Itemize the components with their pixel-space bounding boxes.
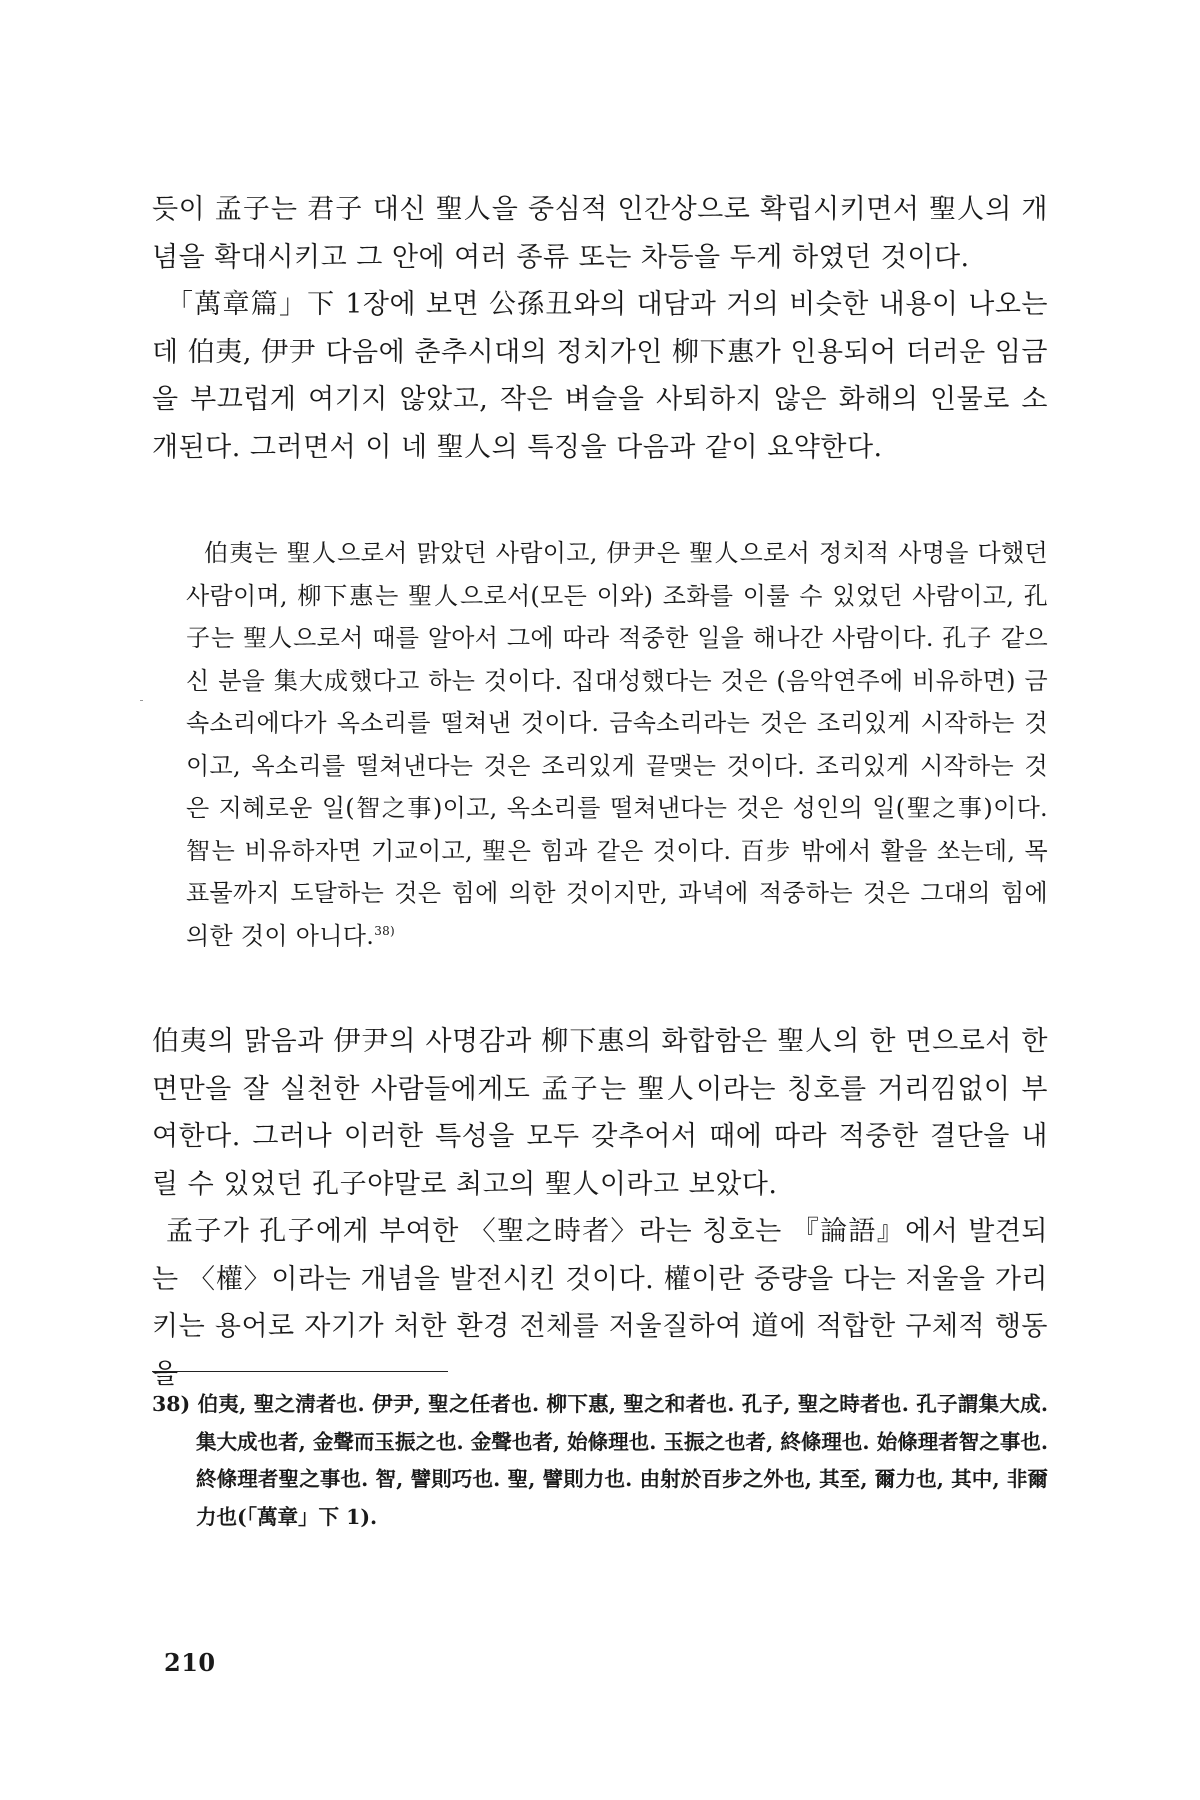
paragraph: 孟子가 孔子에게 부여한 〈聖之時者〉라는 칭호는 『論語』에서 발견되는 〈權〉이라는 개념을 발전시킨 것이다. 權이란 중량을 다는 저울을 가리키는 용어로 자기가 처한 환경 전체를 저울질하여 道에 적합한 구체적 행동을 — [152, 1216, 1048, 1390]
footnote: 38) 伯夷, 聖之淸者也. 伊尹, 聖之任者也. 柳下惠, 聖之和者也. 孔子, 聖之時者也. 孔子謂集大成. 集大成也者, 金聲而玉振之也. 金聲也者, 始條理也. 玉振之也者, 終條理也. 始條理者智之事也. 終條理者聖之事也. 智, 譬則巧也. 聖, 譬則力也. 由射於百步之外也, 其至, 爾力也, 其中, 非爾力也(「萬章」下 1). — [152, 1392, 1048, 1529]
body-text-top — [152, 186, 1048, 471]
scan-speck — [140, 700, 143, 701]
body-text-bottom — [152, 1018, 1048, 1398]
footnote-reference: 38) — [374, 923, 396, 938]
block-quote — [186, 532, 1048, 957]
paragraph: 伯夷의 맑음과 伊尹의 사명감과 柳下惠의 화합함은 聖人의 한 면으로서 한 면만을 잘 실천한 사람들에게도 孟子는 聖人이라는 칭호를 거리낌없이 부여한다. 그러나 이러한 특성을 모두 갖추어서 때에 따라 적중한 결단을 내릴 수 있었던 孔子야말로 최고의 聖人이라고 보았다. — [152, 1026, 1048, 1200]
quote-text: 伯夷는 聖人으로서 맑았던 사람이고, 伊尹은 聖人으로서 정치적 사명을 다했던 사람이며, 柳下惠는 聖人으로서(모든 이와) 조화를 이룰 수 있었던 사람이고, 孔子는 聖人으로서 때를 알아서 그에 따라 적중한 일을 해나간 사람이다. 孔子 같으신 분을 集大成했다고 하는 것이다. 집대성했다는 것은 (음악연주에 비유하면) 금속소리에다가 옥소리를 떨쳐낸 것이다. 금속소리라는 것은 조리있게 시작하는 것이고, 옥소리를 떨쳐낸다는 것은 조리있게 끝맺는 것이다. 조리있게 시작하는 것은 지혜로운 일(智之事)이고, 옥소리를 떨쳐낸다는 것은 성인의 일(聖之事)이다. 智는 비유하자면 기교이고, 聖은 힘과 같은 것이다. 百步 밖에서 활을 쏘는데, 목표물까지 도달하는 것은 힘에 의한 것이지만, 과녁에 적중하는 것은 그대의 힘에 의한 것이 아니다. — [186, 539, 1049, 950]
quote-paragraph — [186, 532, 1048, 957]
paragraph: 듯이 孟子는 君子 대신 聖人을 중심적 인간상으로 확립시키면서 聖人의 개념을 확대시키고 그 안에 여러 종류 또는 차등을 두게 하였던 것이다. — [152, 194, 1048, 273]
paragraph: 「萬章篇」下 1장에 보면 公孫丑와의 대담과 거의 비슷한 내용이 나오는데 伯夷, 伊尹 다음에 춘추시대의 정치가인 柳下惠가 인용되어 더러운 임금을 부끄럽게 여기지 않았고, 작은 벼슬을 사퇴하지 않은 화해의 인물로 소개된다. 그러면서 이 네 聖人의 특징을 다음과 같이 요약한다. — [152, 289, 1048, 463]
page-number: 210 — [164, 1648, 216, 1677]
footnote-divider — [152, 1371, 448, 1372]
